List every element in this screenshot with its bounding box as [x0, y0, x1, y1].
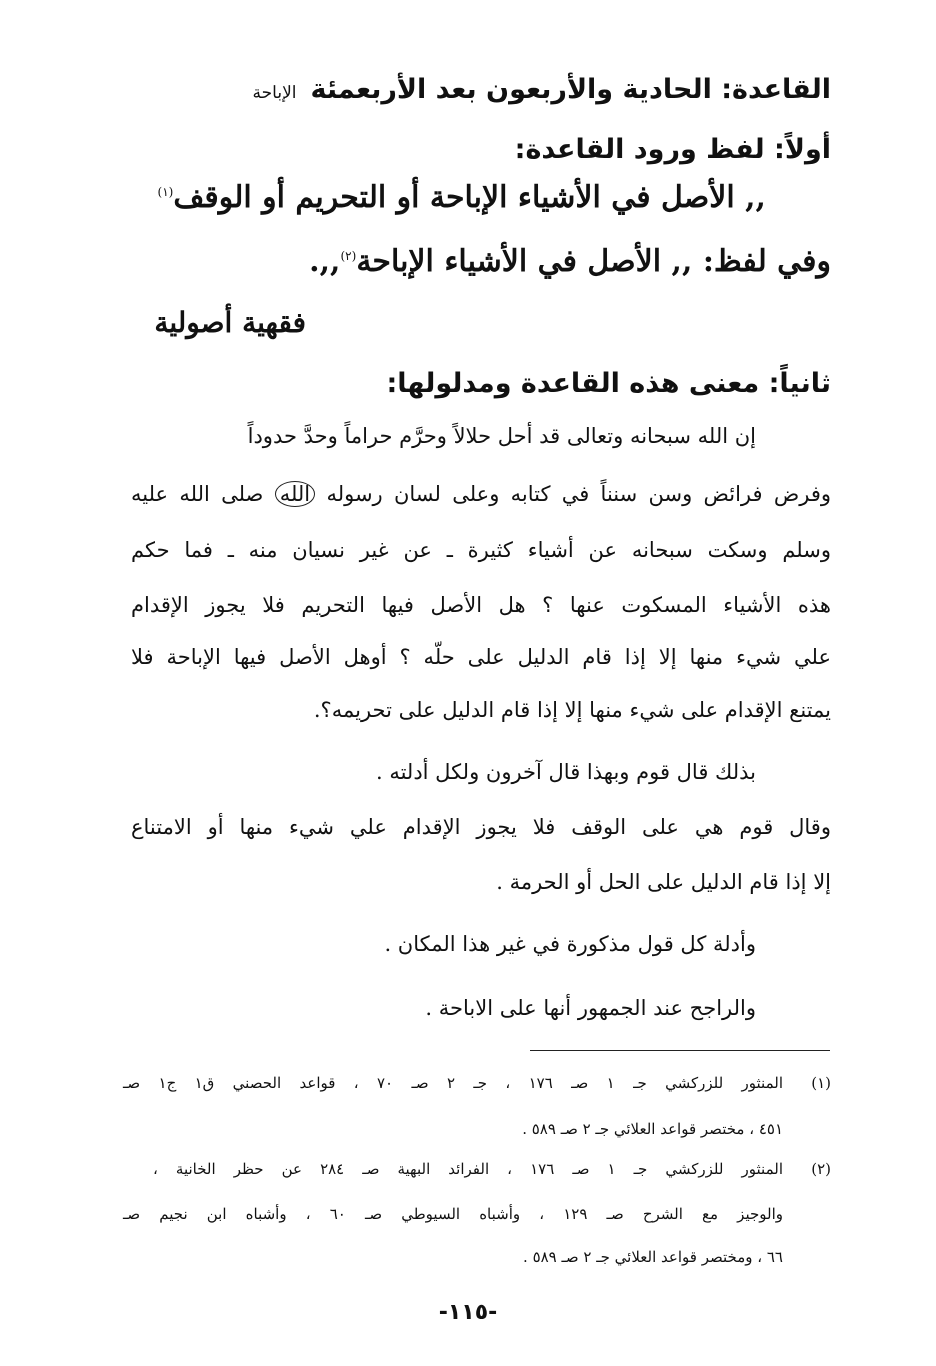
section-title-meaning: ثانياً: معنى هذه القاعدة ومدلولها: [386, 368, 831, 399]
rule-wording-2-text: وفي لفظ: ,, الأصل في الأشياء الإباحة [356, 244, 831, 279]
footnote-1-number: (١) [811, 1074, 831, 1092]
paragraph-1-line-6: يمتنع الإقدام على شيء منها إلا إذا قام الدليل على تحريمه؟. [313, 698, 831, 722]
rule-tag: الإباحة [252, 83, 297, 103]
paragraph-3-line-1: وقال قوم هي على الوقف فلا يجوز الإقدام علي شيء منها أو الامتناع [131, 815, 831, 839]
paragraph-1-line-5: علي شيء منها إلا إذا قام الدليل على حلّه ؟ أوهل الأصل فيها الإباحة فلا [131, 645, 831, 669]
paragraph-2: بذلك قال قوم وبهذا قال آخرون ولكل أدلته . [375, 760, 756, 784]
rule-wording-2-suffix: ,,. [309, 244, 341, 279]
footnote-2-text-1: المنثور للزركشي جـ ١ صـ ١٧٦ ، الفرائد البهية صـ ٢٨٤ عن حظر الخانية ، [153, 1160, 783, 1178]
footnote-ref-2: (٢) [340, 249, 357, 263]
rule-heading [253, 74, 831, 105]
footnote-ref-1: (١) [157, 185, 174, 199]
rule-wording-1-text: ,, الأصل في الأشياء الإباحة أو التحريم أو الوقف [173, 180, 766, 215]
footnote-divider [530, 1050, 830, 1051]
footnote-2-line-1 [153, 1160, 831, 1178]
rule-wording-2 [309, 244, 831, 279]
circled-word: الله [275, 481, 315, 507]
paragraph-1-line-4: هذه الأشياء المسكوت عنها ؟ هل الأصل فيها التحريم فلا يجوز الإقدام [131, 593, 831, 617]
category-label: فقهية أصولية [154, 306, 306, 339]
section-title-wording: أولاً: لفظ ورود القاعدة: [514, 134, 831, 165]
footnote-1-line-2 [123, 1120, 831, 1138]
rule-title: القاعدة: الحادية والأربعون بعد الأربعمئة [310, 74, 831, 105]
rule-wording-1 [158, 180, 766, 215]
paragraph-1-line-3: وسلم وسكت سبحانه عن أشياء كثيرة ـ عن غير نسيان منه ـ فما حكم [131, 538, 831, 562]
paragraph-1-line-2a: وفرض فرائض وسن سنناً في كتابه وعلى لسان رسوله [326, 482, 831, 506]
paragraph-1-line-2b: صلى الله عليه [131, 482, 264, 506]
paragraph-5: والراجح عند الجمهور أنها على الاباحة . [425, 996, 756, 1020]
paragraph-1-line-2 [131, 482, 831, 506]
footnote-2-line-2 [123, 1205, 831, 1223]
footnote-2-text-2: والوجيز مع الشرح صـ ١٢٩ ، وأشباه السيوطي صـ ٦٠ ، وأشباه ابن نجيم صـ [123, 1205, 783, 1223]
footnote-1-text-2: ٤٥١ ، مختصر قواعد العلائي جـ ٢ صـ ٥٨٩ . [522, 1120, 783, 1138]
footnote-2-number: (٢) [811, 1160, 831, 1178]
footnote-2-line-3 [123, 1248, 831, 1266]
paragraph-1-line-1: إن الله سبحانه وتعالى قد أحل حلالاً وحرَّم حراماً وحدَّ حدوداً [247, 424, 756, 448]
footnote-2-text-3: ٦٦ ، ومختصر قواعد العلائي جـ ٢ صـ ٥٨٩ . [523, 1248, 783, 1266]
paragraph-3-line-2: إلا إذا قام الدليل على الحل أو الحرمة . [496, 870, 831, 894]
paragraph-4: وأدلة كل قول مذكورة في غير هذا المكان . [384, 932, 756, 956]
footnote-1-text-1: المنثور للزركشي جـ ١ صـ ١٧٦ ، جـ ٢ صـ ٧٠ ، قواعد الحصني ق١ ج١ صـ [123, 1074, 783, 1092]
page-number: -١١٥- [438, 1300, 498, 1325]
footnote-1-line-1 [123, 1074, 831, 1092]
